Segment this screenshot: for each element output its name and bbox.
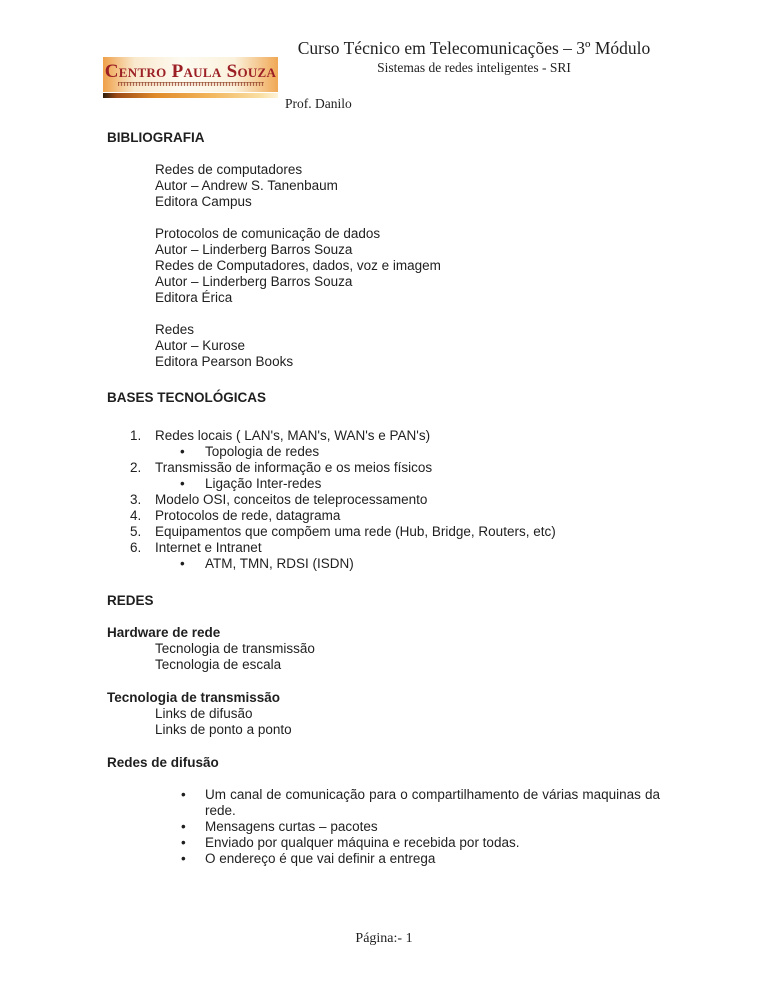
list-number: 4. <box>130 508 142 523</box>
list-number: 2. <box>130 460 142 475</box>
list-item <box>130 460 660 476</box>
bib-line: Redes de Computadores, dados, voz e imagem <box>155 258 441 273</box>
redes-subsection <box>107 625 660 673</box>
list-sub-text: • Ligação Inter-redes <box>205 476 322 491</box>
list-sub-text: • ATM, TMN, RDSI (ISDN) <box>205 556 354 571</box>
list-item <box>130 524 660 540</box>
list-item <box>130 508 660 524</box>
bib-line: Autor – Linderberg Barros Souza <box>155 274 353 289</box>
centro-paula-souza-logo <box>103 57 278 92</box>
bib-line: Protocolos de comunicação de dados <box>155 226 381 241</box>
document-title: Curso Técnico em Telecomunicações – 3º Módulo <box>297 38 651 58</box>
bibliography-group <box>107 226 660 306</box>
list-sub-item <box>180 476 660 492</box>
bib-line: Editora Érica <box>155 290 233 305</box>
heading-redes: REDES <box>107 593 154 608</box>
list-sub-item <box>180 444 660 460</box>
logo-tagline-microtext <box>118 82 264 86</box>
heading-bases-tecnologicas: BASES TECNOLÓGICAS <box>107 390 267 405</box>
subsection-heading: Tecnologia de transmissão <box>107 690 281 705</box>
subsection-line: Links de difusão <box>155 706 253 721</box>
logo-text: Centro Paula Souza <box>104 61 277 82</box>
bib-line: Autor – Linderberg Barros Souza <box>155 242 353 257</box>
heading-bibliografia: BIBLIOGRAFIA <box>107 130 205 145</box>
list-item-text: Transmissão de informação e os meios físicos <box>155 460 433 475</box>
list-number: 6. <box>130 540 142 555</box>
bib-line: Autor – Kurose <box>155 338 246 353</box>
page-number-footer: Página:- 1 <box>355 931 413 946</box>
list-item <box>130 428 660 444</box>
redes-subsection <box>107 690 660 738</box>
subsection-line: Tecnologia de transmissão <box>155 641 315 656</box>
bibliography-group <box>107 162 660 210</box>
list-sub-text: • Topologia de redes <box>205 444 320 459</box>
list-item-text: Protocolos de rede, datagrama <box>155 508 341 523</box>
bullet-text: • Um canal de comunicação para o compartilhamento de várias maquinas da rede. <box>205 787 660 818</box>
bases-list <box>107 428 660 572</box>
bibliography-group <box>107 322 660 370</box>
document-subtitle: Sistemas de redes inteligentes - SRI <box>377 60 571 75</box>
list-item-text: Modelo OSI, conceitos de teleprocessamento <box>155 492 428 507</box>
document-body <box>0 130 768 867</box>
list-number: 1. <box>130 428 142 443</box>
list-number: 3. <box>130 492 142 507</box>
list-item <box>130 492 660 508</box>
list-item <box>130 540 660 556</box>
list-sub-item <box>180 556 660 572</box>
bib-line: Editora Pearson Books <box>155 354 294 369</box>
bullet-item <box>181 819 660 835</box>
bib-line: Redes <box>155 322 195 337</box>
bullet-text: • Mensagens curtas – pacotes <box>205 819 378 834</box>
difusao-bullet-list <box>107 787 660 867</box>
list-number: 5. <box>130 524 142 539</box>
list-item-text: Equipamentos que compõem uma rede (Hub, Bridge, Routers, etc) <box>155 524 556 539</box>
subsection-line: Tecnologia de escala <box>155 657 282 672</box>
logo-underline-bar <box>103 93 278 98</box>
list-item-text: Redes locais ( LAN's, MAN's, WAN's e PAN's) <box>155 428 431 443</box>
subsection-line: Links de ponto a ponto <box>155 722 292 737</box>
bullet-item <box>181 835 660 851</box>
list-item-text: Internet e Intranet <box>155 540 262 555</box>
bullet-item <box>181 851 660 867</box>
bullet-text: • O endereço é que vai definir a entrega <box>205 851 436 866</box>
bib-line: Editora Campus <box>155 194 252 209</box>
header-text-block <box>285 38 663 76</box>
heading-redes-difusao: Redes de difusão <box>107 755 219 770</box>
bib-line: Redes de computadores <box>155 162 303 177</box>
bullet-text: • Enviado por qualquer máquina e recebida por todas. <box>205 835 520 850</box>
professor-name: Prof. Danilo <box>285 96 352 111</box>
subsection-heading: Hardware de rede <box>107 625 221 640</box>
bib-line: Autor – Andrew S. Tanenbaum <box>155 178 338 193</box>
bullet-item <box>181 787 660 819</box>
